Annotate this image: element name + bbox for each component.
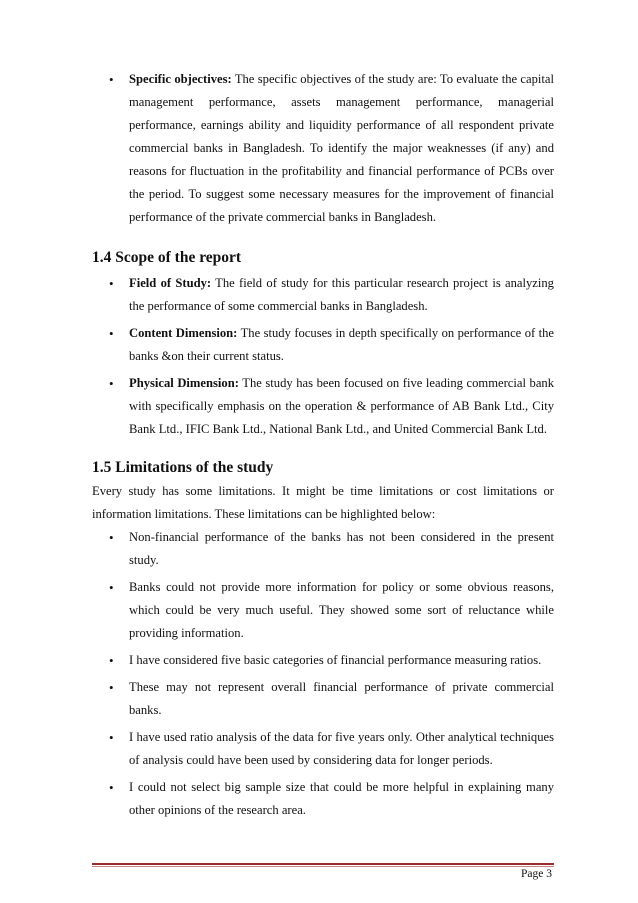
list-item: • Non-financial performance of the banks has not been considered in the present study.	[92, 526, 554, 572]
list-item	[92, 272, 554, 318]
list-item: • Banks could not provide more information for policy or some obvious reasons, which could be very much useful. They showed some sort of reluctance while providing information.	[92, 576, 554, 645]
scope-item-text: The study focuses in depth specifically on performance of the banks &on their current status.	[129, 326, 554, 363]
limitations-list	[92, 526, 554, 822]
scope-item-label: Physical Dimension:	[129, 376, 239, 390]
objectives-text: The specific objectives of the study are: To evaluate the capital management performance, assets management performance, managerial performance, earnings ability and liquidity performance of all respondent private commercial banks in Bangladesh. To identify the major weaknesses (if any) and reasons for fluctuation in the profitability and financial performance of PCBs over the period. To suggest some necessary measures for the improvement of financial performance of the private commercial banks in Bangladesh.	[129, 72, 554, 224]
document-page	[92, 68, 554, 822]
footer-rule-thin	[92, 866, 554, 867]
objectives-list	[92, 68, 554, 229]
list-item: • I have used ratio analysis of the data for five years only. Other analytical techniques of analysis could have been used by considering data for longer periods.	[92, 726, 554, 772]
list-item: • I have considered five basic categories of financial performance measuring ratios.	[92, 649, 554, 672]
page-number: Page 3	[521, 868, 552, 880]
scope-item-text: The field of study for this particular research project is analyzing the performance of some commercial banks in Bangladesh.	[129, 276, 554, 313]
list-item	[92, 322, 554, 368]
limitations-heading: 1.5 Limitations of the study	[92, 459, 274, 476]
list-item	[92, 372, 554, 441]
scope-item-text: The study has been focused on five leading commercial bank with specifically emphasis on the operation & performance of AB Bank Ltd., City Bank Ltd., IFIC Bank Ltd., National Bank Ltd., and United Commercial Bank Ltd.	[129, 376, 554, 436]
list-item: • I could not select big sample size that could be more helpful in explaining many other opinions of the research area.	[92, 776, 554, 822]
objectives-label: Specific objectives:	[129, 72, 232, 86]
footer-rule	[92, 863, 554, 865]
section-scope	[92, 247, 554, 441]
section-limitations	[92, 457, 554, 822]
limitations-intro: Every study has some limitations. It might be time limitations or cost limitations or information limitations. These limitations can be highlighted below:	[92, 484, 554, 521]
scope-item-label: Content Dimension:	[129, 326, 238, 340]
scope-heading: 1.4 Scope of the report	[92, 249, 242, 266]
scope-item-label: Field of Study:	[129, 276, 212, 290]
list-item-objectives	[92, 68, 554, 229]
list-item: • These may not represent overall financial performance of private commercial banks.	[92, 676, 554, 722]
scope-list	[92, 272, 554, 441]
